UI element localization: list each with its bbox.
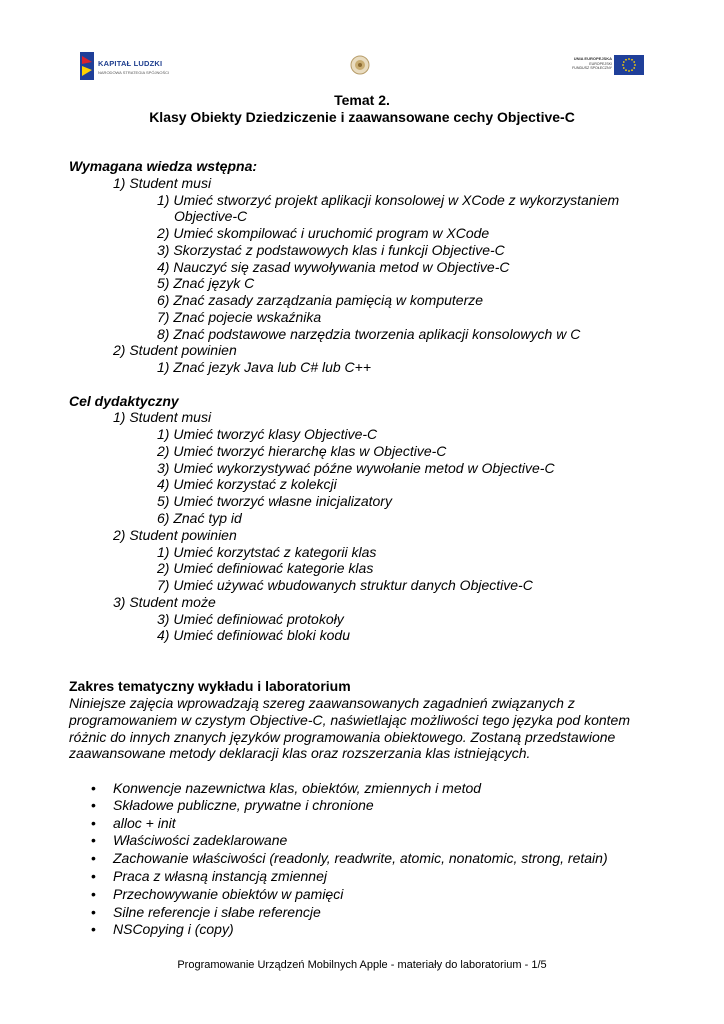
scope-bullet-item: Konwencje nazewnictwa klas, obiektów, zmiennych i metod <box>113 780 482 796</box>
bullet-icon: • <box>91 832 96 848</box>
document-title-number: Temat 2. <box>334 92 390 108</box>
required-must-item: 2) Umieć skompilować i uruchomić program w XCode <box>157 225 490 241</box>
goal-should-item: 7) Umieć używać wbudowanych struktur danych Objective-C <box>157 577 533 593</box>
bullet-icon: • <box>91 868 96 884</box>
required-must-item: 6) Znać zasady zarządzania pamięcią w komputerze <box>157 292 484 308</box>
eu-logo-line2: EUROPEJSKI <box>589 61 612 66</box>
required-must-item: 4) Nauczyć się zasad wywoływania metod w Objective-C <box>157 259 510 275</box>
goal-should-item: 2) Umieć definiować kategorie klas <box>157 560 374 576</box>
scope-bullet-item: NSCopying i (copy) <box>113 921 234 937</box>
required-must-item: 7) Znać pojecie wskaźnika <box>157 309 322 325</box>
scope-bullet-item: Zachowanie właściwości (readonly, readwrite, atomic, nonatomic, strong, retain) <box>113 850 608 866</box>
bullet-icon: • <box>91 886 96 902</box>
scope-paragraph-line: programowaniem w czystym Objective-C, naświetlając możliwości tego języka pod kontem <box>69 712 630 728</box>
required-must-item: 8) Znać podstawowe narzędzia tworzenia aplikacji konsolowych w C <box>157 326 581 342</box>
bullet-icon: • <box>91 850 96 866</box>
required-must-label: 1) Student musi <box>113 175 212 191</box>
required-should-item: 1) Znać jezyk Java lub C# lub C++ <box>157 359 371 375</box>
header-logos <box>0 48 724 88</box>
required-should-label: 2) Student powinien <box>113 342 237 358</box>
scope-paragraph-line: zaawansowane metody deklaracji klas oraz rozszerzania klas istniejących. <box>69 745 531 761</box>
goal-heading: Cel dydaktyczny <box>69 393 179 409</box>
scope-bullet-item: Przechowywanie obiektów w pamięci <box>113 886 344 902</box>
goal-must-item: 3) Umieć wykorzystywać późne wywołanie metod w Objective-C <box>157 460 555 476</box>
page-footer: Programowanie Urządzeń Mobilnych Apple - materiały do laboratorium - 1/5 <box>177 959 547 971</box>
kapital-ludzki-flag-icon <box>80 52 94 80</box>
scope-bullet-item: alloc + init <box>113 815 176 831</box>
goal-must-item: 2) Umieć tworzyć hierarchę klas w Objective-C <box>157 443 447 459</box>
bullet-icon: • <box>91 797 96 813</box>
goal-must-label: 1) Student musi <box>113 409 212 425</box>
goal-may-item: 3) Umieć definiować protokoły <box>157 611 344 627</box>
scope-paragraph-line: Niniejsze zajęcia wprowadzają szereg zaawansowanych zagadnień związanych z <box>69 695 575 711</box>
scope-bullet-item: Właściwości zadeklarowane <box>113 832 288 848</box>
bullet-icon: • <box>91 921 96 937</box>
bullet-icon: • <box>91 904 96 920</box>
goal-may-item: 4) Umieć definiować bloki kodu <box>157 627 350 643</box>
eu-logo-line1: UNIA EUROPEJSKA <box>573 56 612 61</box>
scope-paragraph-line: różnic do innych znanych języków programowania obiektowego. Zostaną przedstawione <box>69 729 616 745</box>
goal-should-label: 2) Student powinien <box>113 527 237 543</box>
scope-bullet-item: Praca z własną instancją zmiennej <box>113 868 327 884</box>
eu-flag-icon <box>614 55 644 75</box>
eu-logo <box>568 53 648 81</box>
bullet-icon: • <box>91 780 96 796</box>
goal-must-item: 1) Umieć tworzyć klasy Objective-C <box>157 426 378 442</box>
scope-heading: Zakres tematyczny wykładu i laboratorium <box>69 678 351 694</box>
required-knowledge-heading: Wymagana wiedza wstępna: <box>69 158 258 174</box>
kapital-ludzki-logo <box>80 52 180 84</box>
goal-must-item: 5) Umieć tworzyć własne inicjalizatory <box>157 493 392 509</box>
document-title: Klasy Obiekty Dziedziczenie i zaawansowane cechy Objective-C <box>149 109 575 125</box>
scope-bullet-item: Silne referencje i słabe referencje <box>113 904 321 920</box>
scope-bullet-item: Składowe publiczne, prywatne i chronione <box>113 797 374 813</box>
bullet-icon: • <box>91 815 96 831</box>
required-must-item: 1) Umieć stworzyć projekt aplikacji konsolowej w XCode z wykorzystaniem <box>157 192 620 208</box>
kapital-ludzki-subtitle: NARODOWA STRATEGIA SPÓJNOŚCI <box>98 70 170 75</box>
goal-may-label: 3) Student może <box>113 594 216 610</box>
required-must-item: 5) Znać język C <box>157 275 255 291</box>
goal-must-item: 4) Umieć korzystać z kolekcji <box>157 476 337 492</box>
required-must-item-continuation: Objective-C <box>174 208 248 224</box>
goal-must-item: 6) Znać typ id <box>157 510 242 526</box>
emblem-icon <box>350 55 370 75</box>
goal-should-item: 1) Umieć korzytstać z kategorii klas <box>157 544 377 560</box>
required-must-item: 3) Skorzystać z podstawowych klas i funkcji Objective-C <box>157 242 505 258</box>
kapital-ludzki-title: KAPITAŁ LUDZKI <box>98 59 163 68</box>
eu-logo-line3: FUNDUSZ SPOŁECZNY <box>572 66 612 71</box>
